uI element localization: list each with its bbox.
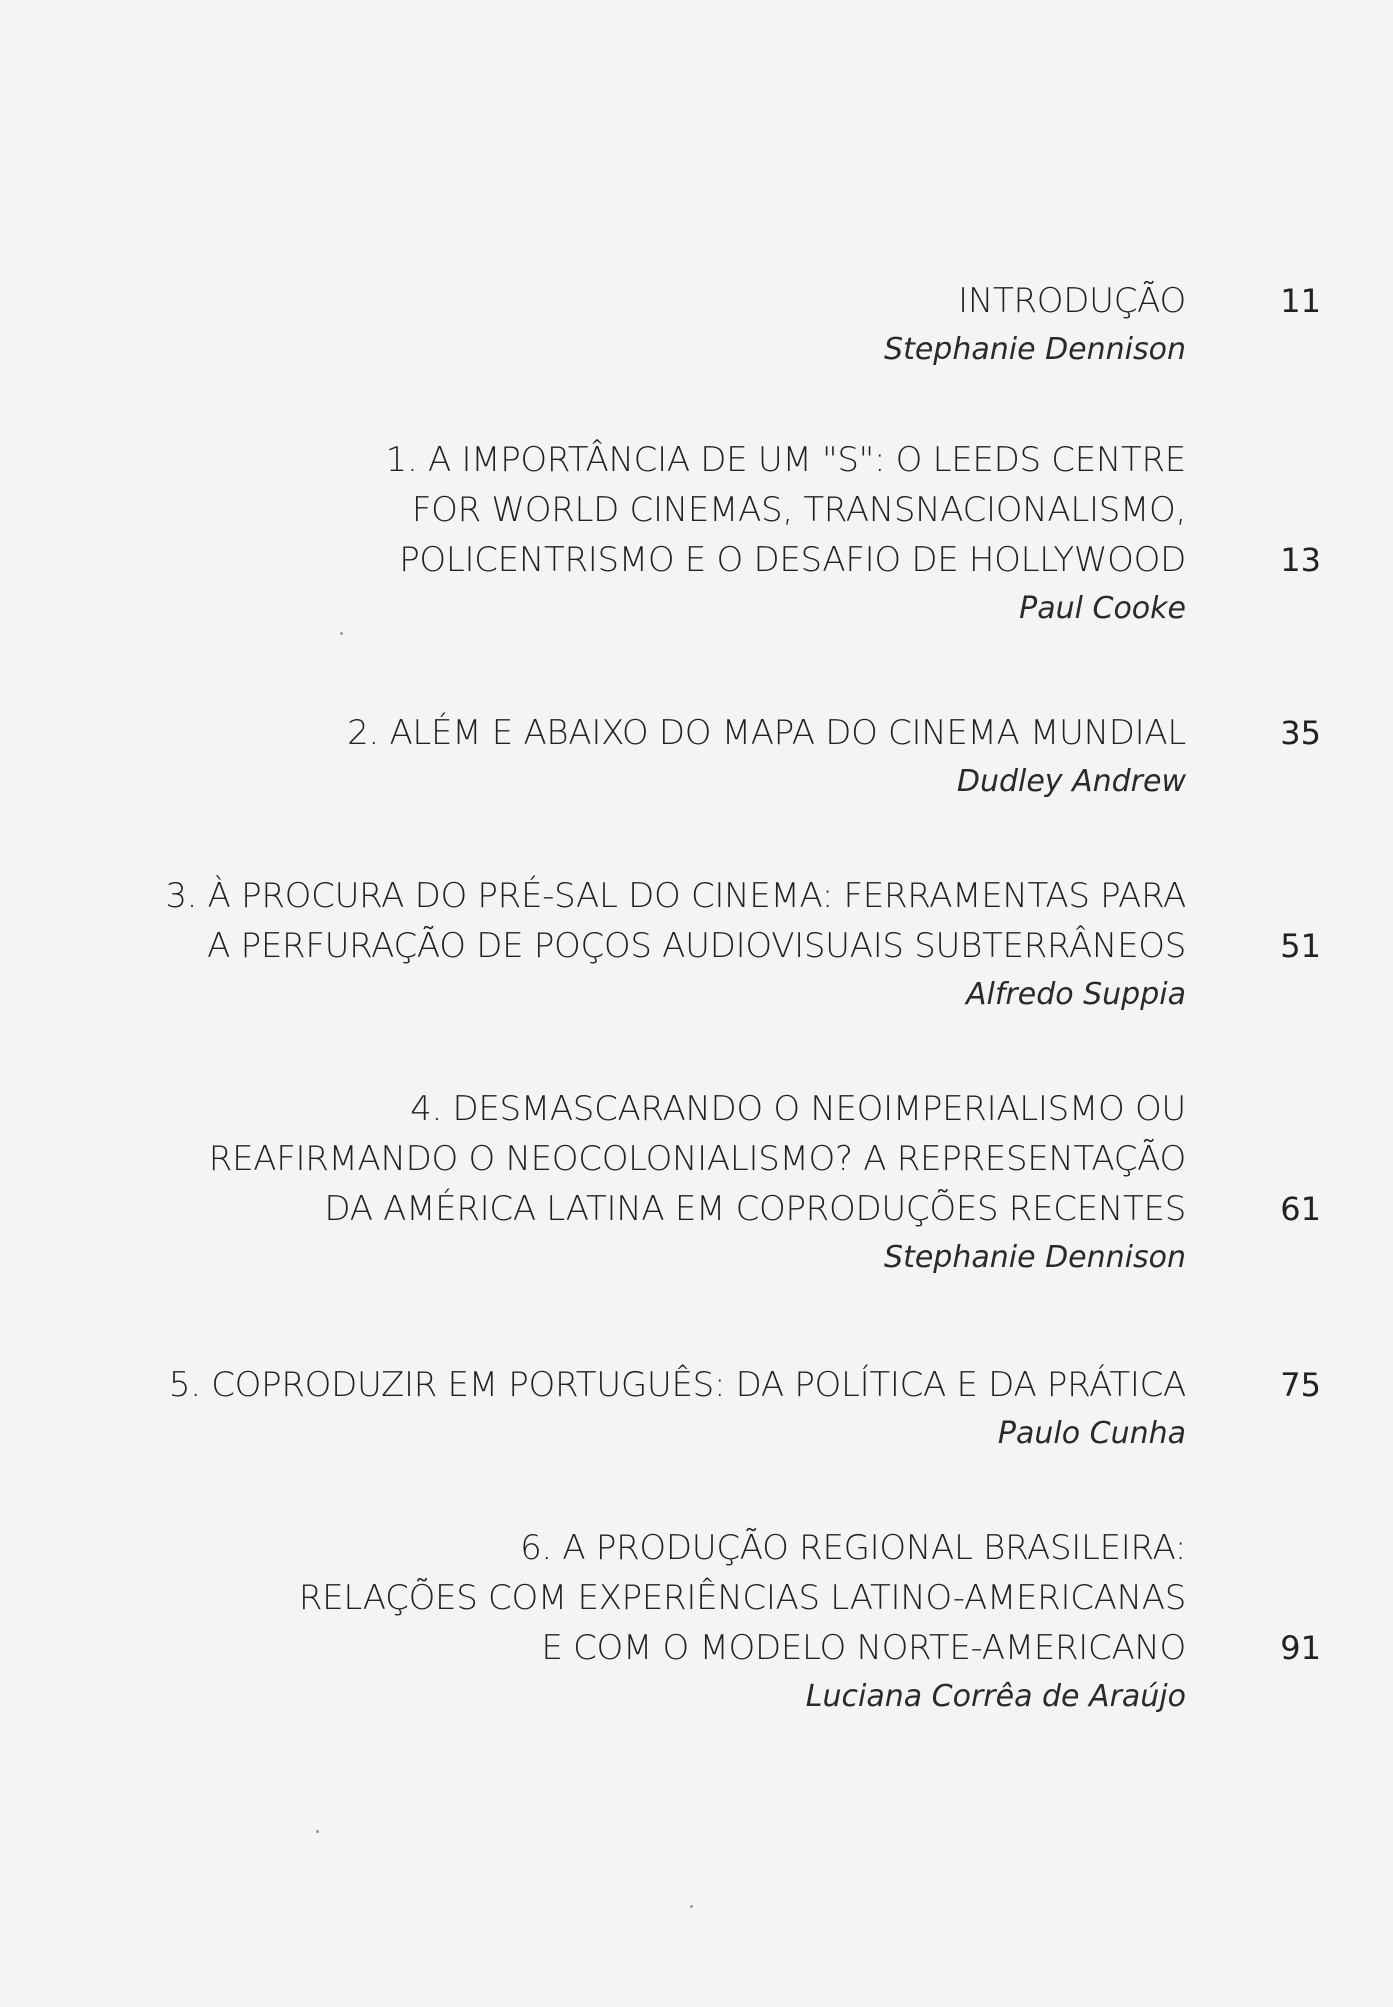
toc-entry-author: Stephanie Dennison: [884, 332, 1186, 367]
toc-entry-title-line: [93, 873, 1393, 919]
toc-entry-author: Dudley Andrew: [956, 764, 1186, 799]
toc-entry-title-line: [93, 1136, 1393, 1182]
toc-entry-chapter-3: [93, 873, 1393, 1012]
toc-entry-title: INTRODUÇÃO: [958, 281, 1186, 321]
toc-entry-title-line: [93, 1525, 1393, 1571]
toc-entry-author: Stephanie Dennison: [884, 1240, 1186, 1275]
toc-entry-author: Luciana Corrêa de Araújo: [805, 1679, 1186, 1714]
toc-entry-title: RELAÇÕES COM EXPERIÊNCIAS LATINO-AMERICANAS: [298, 1578, 1186, 1618]
toc-entry-author: Paulo Cunha: [997, 1416, 1186, 1451]
toc-entry-title-line: [93, 278, 1393, 324]
toc-entry-page-number: 51: [1280, 927, 1321, 965]
toc-entry-page-number: 13: [1280, 541, 1321, 579]
toc-entry-chapter-5: [93, 1362, 1393, 1451]
toc-entry-page-number: 61: [1280, 1190, 1321, 1228]
toc-entry-title-line: [93, 923, 1393, 969]
toc-entry-title: 1. A IMPORTÂNCIA DE UM "S": O LEEDS CENTRE: [385, 440, 1186, 480]
toc-entry-introducao: [93, 278, 1393, 367]
toc-entry-title: 5. COPRODUZIR EM PORTUGUÊS: DA POLÍTICA E DA PRÁTICA: [168, 1365, 1186, 1405]
toc-entry-page-number: 11: [1280, 282, 1321, 320]
toc-entry-title-line: [93, 1362, 1393, 1408]
toc-entry-author: Alfredo Suppia: [965, 977, 1186, 1012]
toc-entry-title-line: [93, 437, 1393, 483]
toc-entry-title: 6. A PRODUÇÃO REGIONAL BRASILEIRA:: [520, 1528, 1186, 1568]
toc-entry-page-number: 91: [1280, 1629, 1321, 1667]
toc-entry-title: 2. ALÉM E ABAIXO DO MAPA DO CINEMA MUNDIAL: [347, 713, 1186, 753]
toc-entry-title-line: [93, 1575, 1393, 1621]
toc-entry-chapter-4: [93, 1086, 1393, 1275]
toc-entry-author: Paul Cooke: [1019, 591, 1186, 626]
toc-entry-title-line: [93, 710, 1393, 756]
toc-entry-title: E COM O MODELO NORTE-AMERICANO: [541, 1628, 1186, 1668]
paper-speck: [340, 632, 343, 635]
toc-entry-title-line: [93, 537, 1393, 583]
toc-entry-chapter-1: [93, 437, 1393, 626]
toc-entry-title-line: [93, 487, 1393, 533]
toc-entry-title: FOR WORLD CINEMAS, TRANSNACIONALISMO,: [411, 490, 1186, 530]
toc-entry-title: 3. À PROCURA DO PRÉ-SAL DO CINEMA: FERRAMENTAS PARA: [165, 876, 1186, 916]
toc-entry-title-line: [93, 1186, 1393, 1232]
toc-entry-title: POLICENTRISMO E O DESAFIO DE HOLLYWOOD: [399, 540, 1186, 580]
toc-entry-title-line: [93, 1625, 1393, 1671]
paper-speck: [316, 1830, 319, 1833]
toc-entry-chapter-2: [93, 710, 1393, 799]
toc-entry-page-number: 75: [1280, 1366, 1321, 1404]
toc-entry-title-line: [93, 1086, 1393, 1132]
toc-entry-title: A PERFURAÇÃO DE POÇOS AUDIOVISUAIS SUBTERRÂNEOS: [207, 926, 1186, 966]
toc-entry-title: REAFIRMANDO O NEOCOLONIALISMO? A REPRESENTAÇÃO: [208, 1139, 1186, 1179]
toc-entry-chapter-6: [93, 1525, 1393, 1714]
toc-entry-title: DA AMÉRICA LATINA EM COPRODUÇÕES RECENTES: [324, 1189, 1186, 1229]
paper-speck: [690, 1905, 693, 1908]
toc-entry-title: 4. DESMASCARANDO O NEOIMPERIALISMO OU: [410, 1089, 1186, 1129]
toc-entry-page-number: 35: [1280, 714, 1321, 752]
